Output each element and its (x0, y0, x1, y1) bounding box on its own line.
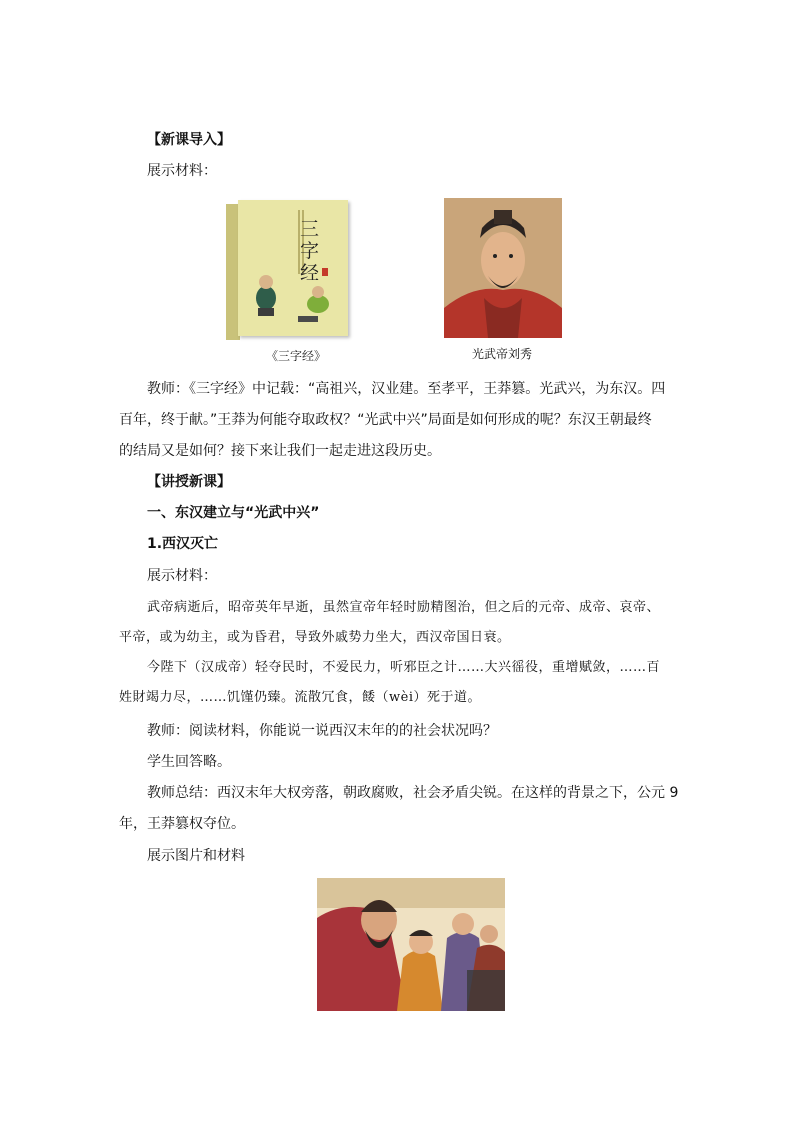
teacher-intro-line-2: 百年，终于献。”王莽为何能夺取政权？“光武中兴”局面是如何形成的呢？东汉王朝最终 (119, 412, 652, 428)
teacher-summary-line-1: 教师总结：西汉末年大权旁落，朝政腐败，社会矛盾尖锐。在这样的背景之下，公元 9 (147, 785, 679, 801)
teacher-intro-line-3: 的结局又是如何？接下来让我们一起走进这段历史。 (119, 443, 441, 459)
subsection-1-title: 1.西汉灭亡 (147, 536, 219, 552)
show-material-label: 展示材料： (147, 163, 217, 179)
book-seal (322, 268, 328, 276)
quote-1-line-2: 平帝，或为幼主，或为昏君，导致外戚势力坐大，西汉帝国日衰。 (119, 630, 511, 645)
quote-2-line-1: 今陛下（汉成帝）轻夺民时，不爱民力，听邪臣之计……大兴徭役，重增赋敛，……百 (147, 660, 661, 675)
teacher-intro-line-1: 教师：《三字经》中记载：“高祖兴，汉业建。至孝平，王莽篡。光武兴，为东汉。四 (147, 381, 666, 397)
book-cover-image (226, 200, 351, 340)
show-images-material-label: 展示图片和材料 (147, 848, 245, 864)
historical-scene-image (317, 878, 505, 1011)
portrait-illustration (444, 198, 562, 338)
scene-illustration (317, 878, 505, 1011)
quote-1-line-1: 武帝病逝后，昭帝英年早逝，虽然宣帝年轻时励精图治，但之后的元帝、成帝、哀帝、 (147, 600, 661, 615)
intro-heading: 【新课导入】 (147, 132, 231, 148)
quote-2-line-2: 姓財竭力尽，……饥馑仍臻。流散冗食，餧（wèi）死于道。 (119, 690, 481, 705)
portrait-image (444, 198, 562, 338)
book-title: 三字经 (300, 218, 320, 284)
book-caption: 《三字经》 (266, 349, 327, 363)
book-figures-illustration (238, 200, 348, 336)
section-1-title: 一、东汉建立与“光武中兴” (147, 505, 320, 521)
portrait-caption: 光武帝刘秀 (472, 347, 533, 361)
lecture-heading: 【讲授新课】 (147, 474, 231, 490)
student-answer: 学生回答略。 (147, 754, 231, 770)
book-cover (238, 200, 348, 336)
teacher-summary-line-2: 年，王莽篡权夺位。 (119, 816, 245, 832)
teacher-question: 教师：阅读材料，你能说一说西汉末年的的社会状况吗？ (147, 723, 497, 739)
show-material-label-2: 展示材料： (147, 568, 217, 584)
